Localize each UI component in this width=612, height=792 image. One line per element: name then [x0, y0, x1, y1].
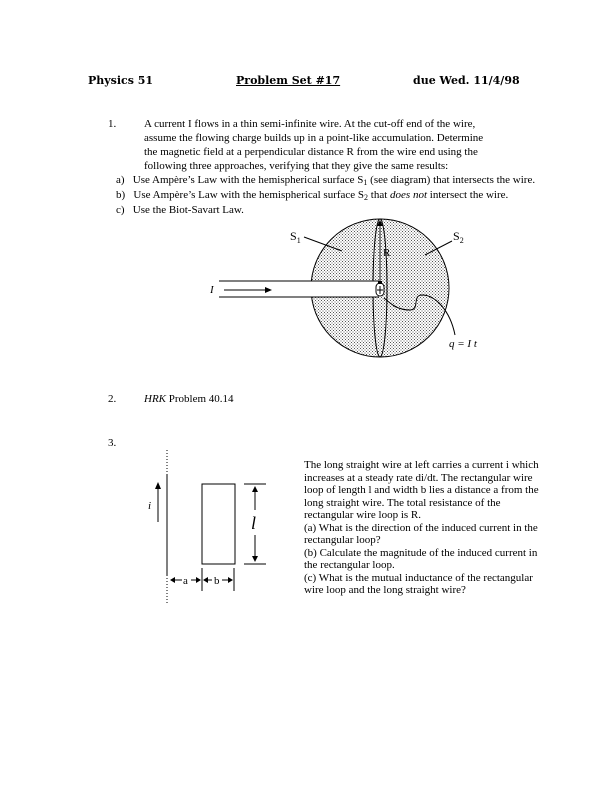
problem-1-line: assume the flowing charge builds up in a point-like accumulation. Determine [144, 132, 484, 144]
text-line: increases at a steady rate di/dt. The rectangular wire [304, 471, 533, 484]
part-label: a) [116, 174, 125, 186]
problem-ref-text: Problem 40.14 [166, 393, 234, 405]
problem-2-number: 2. [108, 393, 117, 405]
problem-2-text [144, 392, 234, 406]
subscript: 1 [363, 178, 368, 187]
text-line: (c) What is the mutual inductance of the rectangular [304, 571, 533, 584]
part-text: Use Ampère’s Law with the hemispherical surface S [132, 174, 364, 186]
problem-1-line: following three approaches, verifying that they give the same results: [144, 160, 449, 172]
problem-3-number: 3. [108, 437, 117, 449]
problem-set-title: Problem Set #17 [236, 74, 341, 87]
text-line: (a) What is the direction of the induced current in the [304, 521, 538, 534]
text-line: loop of length l and width b lies a distance a from the [304, 484, 539, 496]
label-charge: q = I t [449, 338, 477, 350]
part-label: c) [116, 204, 125, 216]
problem-1-number: 1. [108, 118, 117, 130]
problem-3-text [304, 459, 579, 597]
label-i: i [148, 500, 152, 512]
textbook-ref: HRK [144, 393, 166, 405]
subscript: 2 [364, 193, 369, 202]
label-s2: $S_2$ [453, 229, 464, 245]
label-current: I [210, 284, 214, 296]
part-label: b) [116, 189, 126, 201]
emphasis-text: does not [390, 189, 428, 201]
text-line: long straight wire. The total resistance of the [304, 496, 501, 509]
problem-1-line: the magnetic field at a perpendicular distance R from the wire end using the [144, 146, 478, 158]
text-line: rectangular wire loop is R. [304, 509, 421, 521]
text-line: rectangular loop? [304, 534, 381, 546]
label-b: b [214, 575, 220, 587]
part-text: intersect the wire. [427, 189, 509, 201]
text-line: the rectangular loop. [304, 559, 395, 571]
wire-loop-diagram [140, 445, 290, 605]
text-line: (b) Calculate the magnitude of the induced current in [304, 546, 538, 559]
part-text: (see diagram) that intersects the wire. [367, 174, 536, 186]
part-text: that [368, 189, 391, 201]
rectangular-loop [202, 484, 235, 564]
label-s1: $S_1$ [290, 229, 301, 245]
course-name: Physics 51 [88, 74, 154, 87]
label-r: R [383, 247, 391, 259]
problem-1-line: A current I flows in a thin semi-infinite wire. At the cut-off end of the wire, [144, 118, 476, 130]
text-line: The long straight wire at left carries a current i which [304, 459, 539, 471]
part-text: Use Ampère’s Law with the hemispherical surface S [133, 189, 365, 201]
due-date: due Wed. 11/4/98 [413, 74, 520, 87]
part-text: Use the Biot-Savart Law. [132, 204, 244, 216]
label-l: l [251, 513, 257, 533]
text-line: wire loop and the long straight wire? [304, 584, 466, 596]
label-a: a [183, 575, 188, 587]
